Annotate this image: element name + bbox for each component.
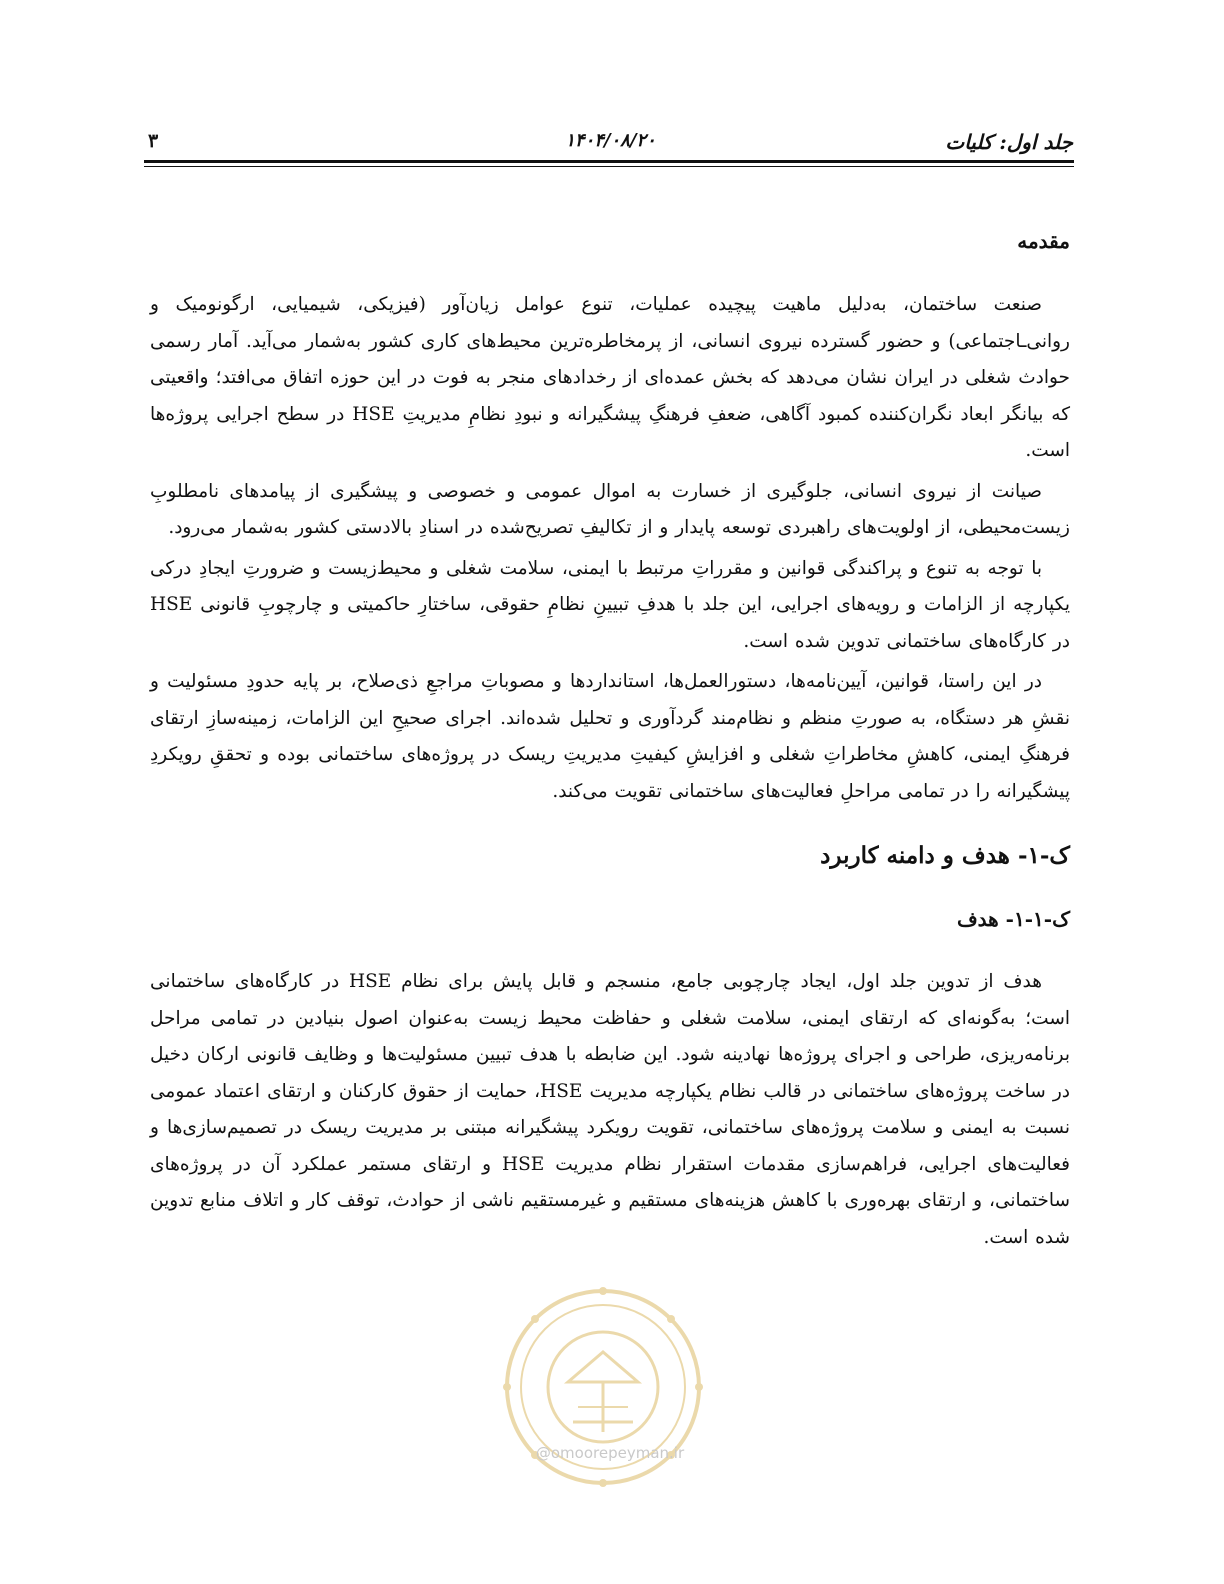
intro-heading: مقدمه <box>1017 229 1070 253</box>
objective-paragraph: هدف از تدوین جلد اول، ایجاد چارچوبی جامع، منسجم و قابل پایش برای نظام HSE در کارگاه‌های ساختمانی است؛ به‌گونه‌ای که ارتقای ایمنی، سلامت شغلی و حفاظت محیط زیست به‌عنوان اصول بنیادین در تمامی مراحل برنامه‌ریزی، طراحی و اجرای پروژه‌ها نهادینه شود. این ضابطه با هدف تبیین مسئولیت‌ها و وظایف قانونی ارکان دخیل در ساخت پروژه‌های ساختمانی در قالب نظام یکپارچه مدیریت HSE، حمایت از حقوق کارکنان و ارتقای اعتماد عمومی نسبت به ایمنی و سلامت پروژه‌های ساختمانی، تقویت رویکرد پیشگیرانه مبتنی بر مدیریت ریسک در تصمیم‌سازی‌ها و فعالیت‌های اجرایی، فراهم‌سازی مقدمات استقرار نظام مدیریت HSE و ارتقای مستمر عملکرد آن در پروژه‌های ساختمانی، و ارتقای بهره‌وری با کاهش هزینه‌های مستقیم و غیرمستقیم ناشی از حوادث، توقف کار و اتلاف منابع تدوین شده است. <box>150 971 1071 1248</box>
volume-title: جلد اول: کلیات <box>945 130 1073 154</box>
intro-paragraph-2: صیانت از نیروی انسانی، جلوگیری از خسارت به اموال عمومی و خصوصی و پیشگیری از پیامدهای نامطلوبِ زیست‌محیطی، از اولویت‌های راهبردی توسعه پایدار و از تکالیفِ تصریح‌شده در اسنادِ بالادستی کشور به‌شمار می‌رود. <box>150 480 1070 538</box>
intro-paragraph-3: با توجه به تنوع و پراکندگی قوانین و مقرراتِ مرتبط با ایمنی، سلامت شغلی و محیط‌زیست و ضرورتِ ایجادِ درکی یکپارچه از الزامات و رویه‌های اجرایی، این جلد با هدفِ تبیینِ نظامِ حقوقی، ساختارِ حاکمیتی و چارچوبِ قانونی HSE در کارگاه‌های ساختمانی تدوین شده است. <box>150 557 1070 652</box>
watermark-website: @omoorepeyman.ir <box>535 1444 685 1462</box>
section-heading: ک-۱- هدف و دامنه کاربرد <box>820 842 1070 869</box>
subsection-heading: ک-۱-۱- هدف <box>956 907 1070 931</box>
page-header <box>148 130 1073 156</box>
header-date: ۱۴۰۴/۰۸/۲۰ <box>565 130 656 151</box>
intro-paragraph-1: صنعت ساختمان، به‌دلیل ماهیت پیچیده عملیات، تنوع عوامل زیان‌آور (فیزیکی، شیمیایی، ارگونومیک و روانی‌ـاجتماعی) و حضور گسترده نیروی انسانی، از پرمخاطره‌ترین محیط‌های کاری کشور به‌شمار می‌آید. آمار رسمی حوادث شغلی در ایران نشان می‌دهد که بخش عمده‌ای از رخدادهای منجر به فوت در این حوزه اتفاق می‌افتد؛ واقعیتی که بیانگر ابعاد نگران‌کننده کمبود آگاهی، ضعفِ فرهنگِ پیشگیرانه و نبودِ نظامِ مدیریتِ HSE در سطح اجرایی پروژه‌ها است. <box>150 294 1070 461</box>
header-rule-thick <box>144 160 1074 163</box>
header-rule-thin <box>144 166 1074 167</box>
page-number: ۳ <box>148 130 159 152</box>
document-body <box>150 225 1070 1260</box>
intro-paragraph-4: در این راستا، قوانین، آیین‌نامه‌ها، دستورالعمل‌ها، استانداردها و مصوباتِ مراجعِ ذی‌صلاح، بر پایه حدودِ مسئولیت و نقشِ هر دستگاه، به صورتِ منظم و نظام‌مند گردآوری و تحلیل شده‌اند. اجرای صحیحِ این الزامات، زمینه‌سازِ ارتقای فرهنگِ ایمنی، کاهشِ مخاطراتِ شغلی و افزایشِ کیفیتِ مدیریتِ ریسک در پروژه‌های ساختمانی بوده و تحققِ رویکردِ پیشگیرانه را در تمامی مراحلِ فعالیت‌های ساختمانی تقویت می‌کند. <box>150 671 1070 802</box>
